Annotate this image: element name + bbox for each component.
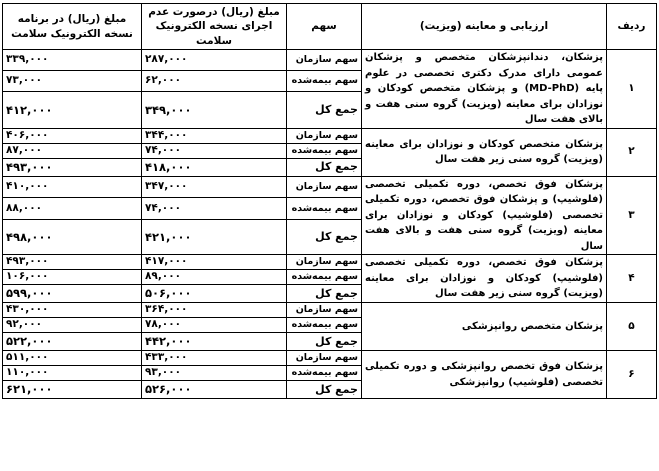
service-description: پزشکان فوق تخصص، دوره تکمیلی تخصصی (فلوشیپ) کودکان و نوزادان برای معاینه (ویزیت) گروه سنی زیر هفت سال	[362, 255, 607, 303]
share-label-organization: سهم سازمان	[287, 50, 362, 71]
header-amount-without-program: مبلغ (ریال) درصورت عدم اجرای نسخه الکترونیک سلامت	[142, 4, 287, 50]
share-label-total: جمع کل	[287, 158, 362, 176]
amount-with-program: ۵۱۱,۰۰۰	[3, 351, 142, 366]
tariff-table	[2, 3, 657, 399]
amount-without-program: ۷۴,۰۰۰	[142, 143, 287, 158]
row-number: ۶	[607, 351, 657, 399]
row-number: ۵	[607, 303, 657, 351]
share-label-insured: سهم بیمه‌شده	[287, 318, 362, 333]
service-description: پزشکان فوق تخصص روانپزشکی و دوره تکمیلی تخصصی (فلوشیپ) روانپزشکی	[362, 351, 607, 399]
total-without-program: ۴۴۲,۰۰۰	[142, 333, 287, 351]
row-number: ۴	[607, 255, 657, 303]
total-with-program: ۵۲۲,۰۰۰	[3, 333, 142, 351]
share-label-insured: سهم بیمه‌شده	[287, 366, 362, 381]
share-label-total: جمع کل	[287, 333, 362, 351]
header-amount-with-program: مبلغ (ریال) در برنامه نسخه الکترونیک سلامت	[3, 4, 142, 50]
total-without-program: ۵۰۶,۰۰۰	[142, 285, 287, 303]
total-without-program: ۵۲۶,۰۰۰	[142, 381, 287, 399]
amount-with-program: ۴۰۶,۰۰۰	[3, 128, 142, 143]
share-label-total: جمع کل	[287, 285, 362, 303]
header-share: سهم	[287, 4, 362, 50]
amount-with-program: ۴۳۰,۰۰۰	[3, 303, 142, 318]
share-label-insured: سهم بیمه‌شده	[287, 143, 362, 158]
table-row	[3, 303, 657, 318]
table-row	[3, 50, 657, 71]
table-row	[3, 255, 657, 270]
total-without-program: ۴۱۸,۰۰۰	[142, 158, 287, 176]
header-service: ارزیابی و معاینه (ویزیت)	[362, 4, 607, 50]
row-number: ۳	[607, 176, 657, 255]
total-with-program: ۴۹۸,۰۰۰	[3, 220, 142, 255]
amount-with-program: ۸۸,۰۰۰	[3, 198, 142, 220]
share-label-total: جمع کل	[287, 220, 362, 255]
table-row	[3, 176, 657, 198]
header-row	[3, 4, 657, 50]
table-row	[3, 128, 657, 143]
service-description: پزشکان، دندانپزشکان متخصص و پزشکان عمومی دارای مدرک دکتری تخصصی در علوم پایه (MD-PhD) و پزشکان متخصص کودکان و نوزادان برای معاینه (ویزیت) گروه سنی هفت و بالای هفت سال	[362, 50, 607, 129]
amount-without-program: ۳۶۴,۰۰۰	[142, 303, 287, 318]
share-label-organization: سهم سازمان	[287, 351, 362, 366]
amount-without-program: ۷۸,۰۰۰	[142, 318, 287, 333]
service-description: پزشکان متخصص روانپزشکی	[362, 303, 607, 351]
amount-with-program: ۱۰۶,۰۰۰	[3, 270, 142, 285]
share-label-insured: سهم بیمه‌شده	[287, 270, 362, 285]
amount-with-program: ۷۳,۰۰۰	[3, 71, 142, 92]
total-with-program: ۴۱۲,۰۰۰	[3, 92, 142, 128]
total-without-program: ۴۲۱,۰۰۰	[142, 220, 287, 255]
amount-with-program: ۸۷,۰۰۰	[3, 143, 142, 158]
share-label-insured: سهم بیمه‌شده	[287, 71, 362, 92]
table-row	[3, 351, 657, 366]
total-without-program: ۳۴۹,۰۰۰	[142, 92, 287, 128]
amount-with-program: ۹۲,۰۰۰	[3, 318, 142, 333]
share-label-organization: سهم سازمان	[287, 303, 362, 318]
share-label-organization: سهم سازمان	[287, 255, 362, 270]
total-with-program: ۴۹۳,۰۰۰	[3, 158, 142, 176]
amount-with-program: ۱۱۰,۰۰۰	[3, 366, 142, 381]
amount-with-program: ۴۹۳,۰۰۰	[3, 255, 142, 270]
amount-with-program: ۳۳۹,۰۰۰	[3, 50, 142, 71]
share-label-total: جمع کل	[287, 92, 362, 128]
row-number: ۱	[607, 50, 657, 129]
share-label-insured: سهم بیمه‌شده	[287, 198, 362, 220]
share-label-organization: سهم سازمان	[287, 128, 362, 143]
total-with-program: ۶۲۱,۰۰۰	[3, 381, 142, 399]
amount-without-program: ۲۸۷,۰۰۰	[142, 50, 287, 71]
amount-without-program: ۳۴۷,۰۰۰	[142, 176, 287, 198]
row-number: ۲	[607, 128, 657, 176]
total-with-program: ۵۹۹,۰۰۰	[3, 285, 142, 303]
share-label-organization: سهم سازمان	[287, 176, 362, 198]
amount-without-program: ۴۱۷,۰۰۰	[142, 255, 287, 270]
amount-without-program: ۶۲,۰۰۰	[142, 71, 287, 92]
amount-with-program: ۴۱۰,۰۰۰	[3, 176, 142, 198]
share-label-total: جمع کل	[287, 381, 362, 399]
amount-without-program: ۸۹,۰۰۰	[142, 270, 287, 285]
amount-without-program: ۴۳۳,۰۰۰	[142, 351, 287, 366]
amount-without-program: ۳۴۴,۰۰۰	[142, 128, 287, 143]
header-row-no: ردیف	[607, 4, 657, 50]
amount-without-program: ۷۴,۰۰۰	[142, 198, 287, 220]
service-description: پزشکان متخصص کودکان و نوزادان برای معاینه (ویزیت) گروه سنی زیر هفت سال	[362, 128, 607, 176]
service-description: پزشکان فوق تخصص، دوره تکمیلی تخصصی (فلوشیپ) و پزشکان فوق تخصص، دوره تکمیلی تخصصی (فلوشیپ) کودکان و نوزادان برای معاینه (ویزیت) گروه سنی هفت و بالای هفت سال	[362, 176, 607, 255]
amount-without-program: ۹۳,۰۰۰	[142, 366, 287, 381]
